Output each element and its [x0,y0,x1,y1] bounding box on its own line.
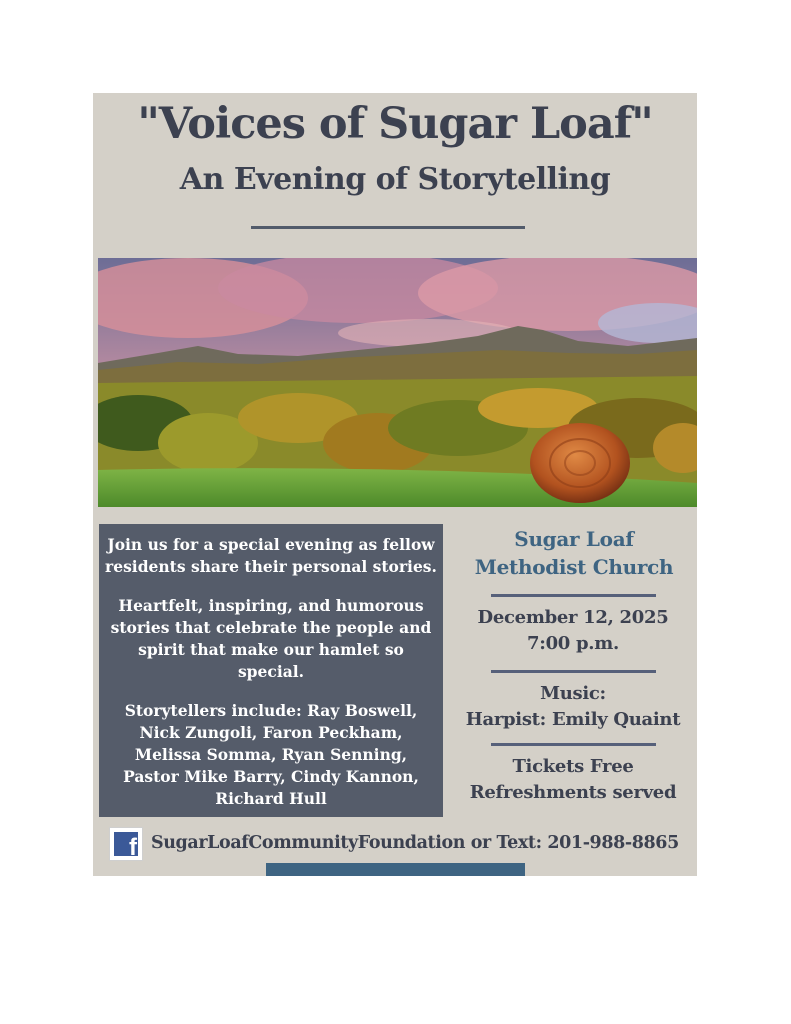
tickets-text: Tickets Free [512,756,634,777]
event-time: 7:00 p.m. [527,633,619,654]
venue-line-2: Methodist Church [474,555,674,579]
flyer-title: "Voices of Sugar Loaf" [137,99,653,149]
music-info [459,681,687,733]
storytellers-text: Storytellers include: Ray Boswell, Nick Zungoli, Faron Peckham, Melissa Somma, Ryan Senning, Pastor Mike Barry, Cindy Kannon, Richard Hull [123,701,419,808]
venue-name [463,525,685,581]
event-datetime [459,605,687,657]
description-text: Heartfelt, inspiring, and humorous stories that celebrate the people and spirit that make our hamlet so special. [110,596,432,681]
music-label: Music: [540,683,606,704]
refreshments-text: Refreshments served [469,782,677,803]
flyer-subtitle: An Evening of Storytelling [179,162,611,197]
facebook-icon[interactable]: f [109,827,143,861]
event-description-box [99,524,443,817]
bottom-accent-bar [266,863,525,876]
music-divider [491,743,656,746]
event-flyer [93,93,697,876]
intro-text: Join us for a special evening as fellow residents share their personal stories. [105,535,437,576]
landscape-photo [98,258,697,507]
venue-line-1: Sugar Loaf [514,527,634,551]
venue-divider [491,594,656,597]
datetime-divider [491,670,656,673]
music-performer: Harpist: Emily Quaint [465,709,681,730]
contact-info: SugarLoafCommunityFoundation or Text: 201-988-8865 [151,833,679,853]
ticket-info [459,754,687,806]
title-divider [251,226,525,229]
event-date: December 12, 2025 [477,607,669,628]
